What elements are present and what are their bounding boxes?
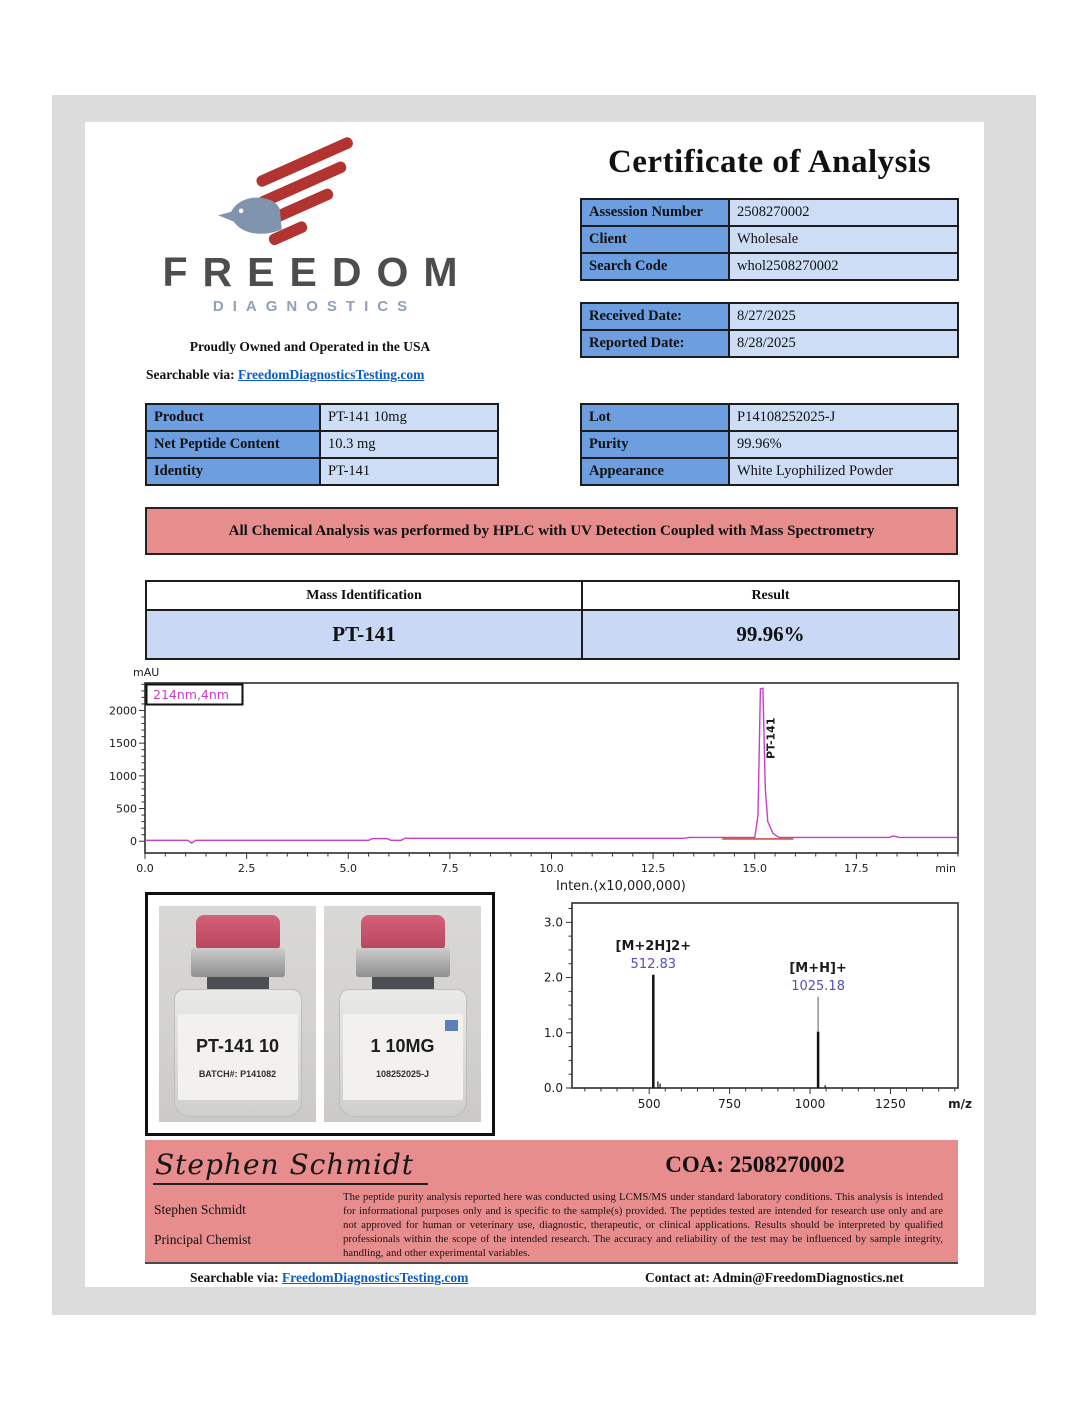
table-row: [581, 431, 958, 458]
signature-script: Stephen Schmidt: [153, 1148, 428, 1185]
svg-text:[M+2H]2+: [M+2H]2+: [615, 938, 692, 954]
svg-text:12.5: 12.5: [640, 862, 666, 875]
svg-text:mAU: mAU: [133, 666, 160, 679]
table-row: [581, 404, 958, 431]
table-label-cell: Product: [146, 404, 320, 431]
vial-collar: [356, 948, 450, 977]
svg-text:1025.18: 1025.18: [791, 978, 845, 994]
info-table: [580, 198, 959, 281]
vial-photo-front: [159, 906, 316, 1122]
table-value-cell: 2508270002: [729, 199, 958, 226]
table-value-cell: Wholesale: [729, 226, 958, 253]
searchable-line: [146, 367, 480, 383]
svg-text:1.0: 1.0: [543, 1025, 563, 1040]
svg-text:214nm,4nm: 214nm,4nm: [153, 687, 229, 702]
table-row: [581, 330, 958, 357]
coa-number: COA: 2508270002: [665, 1152, 845, 1177]
svg-text:500: 500: [116, 802, 137, 816]
table-row: [581, 253, 958, 280]
vial-photo-side: [324, 906, 481, 1122]
svg-text:1000: 1000: [109, 769, 137, 783]
table-label-cell: Reported Date:: [581, 330, 729, 357]
svg-text:3.0: 3.0: [543, 915, 563, 930]
result-header: Result: [582, 581, 959, 610]
lot-table: [580, 403, 959, 486]
svg-text:1500: 1500: [109, 737, 137, 751]
table-value-cell: whol2508270002: [729, 253, 958, 280]
vial-label-batch: BATCH#: P141082: [198, 1068, 277, 1079]
svg-text:500: 500: [637, 1097, 661, 1111]
footer-searchable-label: Searchable via:: [190, 1270, 279, 1285]
vial-label: [343, 1014, 463, 1100]
brand-subtitle: DIAGNOSTICS: [212, 298, 417, 315]
table-value-cell: 8/27/2025: [729, 303, 958, 330]
svg-text:750: 750: [718, 1097, 742, 1111]
table-label-cell: Client: [581, 226, 729, 253]
svg-text:1250: 1250: [875, 1097, 906, 1111]
brand-tagline: Proudly Owned and Operated in the USA: [189, 339, 431, 354]
vial-cap: [361, 915, 445, 950]
svg-text:2000: 2000: [109, 704, 137, 718]
svg-text:1000: 1000: [794, 1097, 826, 1111]
table-header-row: [146, 581, 959, 610]
table-value-cell: White Lyophilized Powder: [729, 458, 958, 485]
mass-id-header: Mass Identification: [146, 581, 582, 610]
table-label-cell: Received Date:: [581, 303, 729, 330]
mass-identification-table: [145, 580, 960, 660]
vial-collar: [191, 948, 285, 977]
svg-text:10.0: 10.0: [539, 862, 564, 875]
svg-text:2.0: 2.0: [543, 970, 563, 985]
product-table: [145, 403, 499, 486]
table-label-cell: Purity: [581, 431, 729, 458]
table-row: [146, 458, 498, 485]
svg-text:[M+H]+: [M+H]+: [789, 960, 847, 976]
footer-contact: Contact at: Admin@FreedomDiagnostics.net: [645, 1270, 904, 1285]
table-label-cell: Assession Number: [581, 199, 729, 226]
searchable-label: Searchable via:: [146, 367, 235, 382]
vial-label-batch: 108252025-J: [375, 1068, 430, 1079]
hplc-chromatogram: [101, 662, 979, 875]
svg-text:0.0: 0.0: [543, 1081, 563, 1095]
table-value-cell: 99.96%: [729, 431, 958, 458]
page-title: Certificate of Analysis: [607, 144, 932, 180]
vial-label-product: PT-141 10: [195, 1035, 280, 1056]
brand-name: FREEDOM: [162, 249, 473, 295]
method-banner: All Chemical Analysis was performed by HPLC with UV Detection Coupled with Mass Spectrometry: [145, 507, 958, 555]
table-row: [581, 199, 958, 226]
svg-text:5.0: 5.0: [339, 862, 357, 875]
table-row: [146, 610, 959, 659]
table-label-cell: Net Peptide Content: [146, 431, 320, 458]
chemist-title: Principal Chemist: [154, 1232, 252, 1247]
table-row: [146, 431, 498, 458]
table-row: [146, 404, 498, 431]
table-value-cell: 8/28/2025: [729, 330, 958, 357]
svg-text:17.5: 17.5: [844, 862, 869, 875]
svg-text:PT-141: PT-141: [764, 717, 778, 759]
table-row: [581, 303, 958, 330]
svg-text:512.83: 512.83: [630, 956, 677, 972]
mass-spectrum-chart: [525, 878, 973, 1128]
certificate-page: [85, 122, 984, 1287]
svg-text:min: min: [935, 862, 956, 875]
vial-label-product: 1 10MG: [370, 1035, 435, 1056]
document-mat: [52, 95, 1036, 1315]
disclaimer-text: The peptide purity analysis reported here was conducted using LCMS/MS under standard laboratory conditions. This analysis is intended for informational purposes only and is specific to the sample(s) provided. The peptides tested are intended for research use only and are not approved for human or veterinary use, diagnostic, therapeutic, or clinical applications. Results should be interpreted by qualified professionals within the scope of the intended research. The accuracy and reliability of the test may be influenced by sample integrity, handling, and other experimental variables.: [343, 1191, 943, 1260]
signature-block: [145, 1140, 958, 1264]
searchable-link[interactable]: FreedomDiagnosticsTesting.com: [238, 367, 425, 382]
table-label-cell: Lot: [581, 404, 729, 431]
svg-text:2.5: 2.5: [237, 862, 256, 875]
vial-body: [174, 989, 302, 1117]
table-value-cell: PT-141 10mg: [320, 404, 498, 431]
table-label-cell: Identity: [146, 458, 320, 485]
chemist-name: Stephen Schmidt: [154, 1202, 246, 1217]
label-sticker: [445, 1020, 458, 1031]
table-row: [581, 458, 958, 485]
footer-searchable-link[interactable]: FreedomDiagnosticsTesting.com: [282, 1270, 469, 1285]
svg-text:7.5: 7.5: [441, 862, 459, 875]
table-value-cell: 10.3 mg: [320, 431, 498, 458]
result-value: 99.96%: [582, 610, 959, 659]
vial-label: [178, 1014, 298, 1100]
table-row: [581, 226, 958, 253]
footer-searchable: [190, 1270, 468, 1286]
svg-text:Inten.(x10,000,000): Inten.(x10,000,000): [556, 879, 686, 894]
svg-text:m/z: m/z: [948, 1097, 972, 1111]
svg-text:0: 0: [130, 835, 137, 849]
eagle-flag-logo-icon: [204, 152, 416, 252]
vial-body: [339, 989, 467, 1117]
mass-id-value: PT-141: [146, 610, 582, 659]
brand-block: [140, 152, 480, 383]
vial-photos-box: [145, 892, 495, 1136]
vial-cap: [196, 915, 280, 950]
table-value-cell: PT-141: [320, 458, 498, 485]
table-label-cell: Appearance: [581, 458, 729, 485]
date-table: [580, 302, 959, 358]
svg-text:15.0: 15.0: [742, 862, 767, 875]
table-label-cell: Search Code: [581, 253, 729, 280]
svg-text:0.0: 0.0: [136, 862, 154, 875]
table-value-cell: P14108252025-J: [729, 404, 958, 431]
